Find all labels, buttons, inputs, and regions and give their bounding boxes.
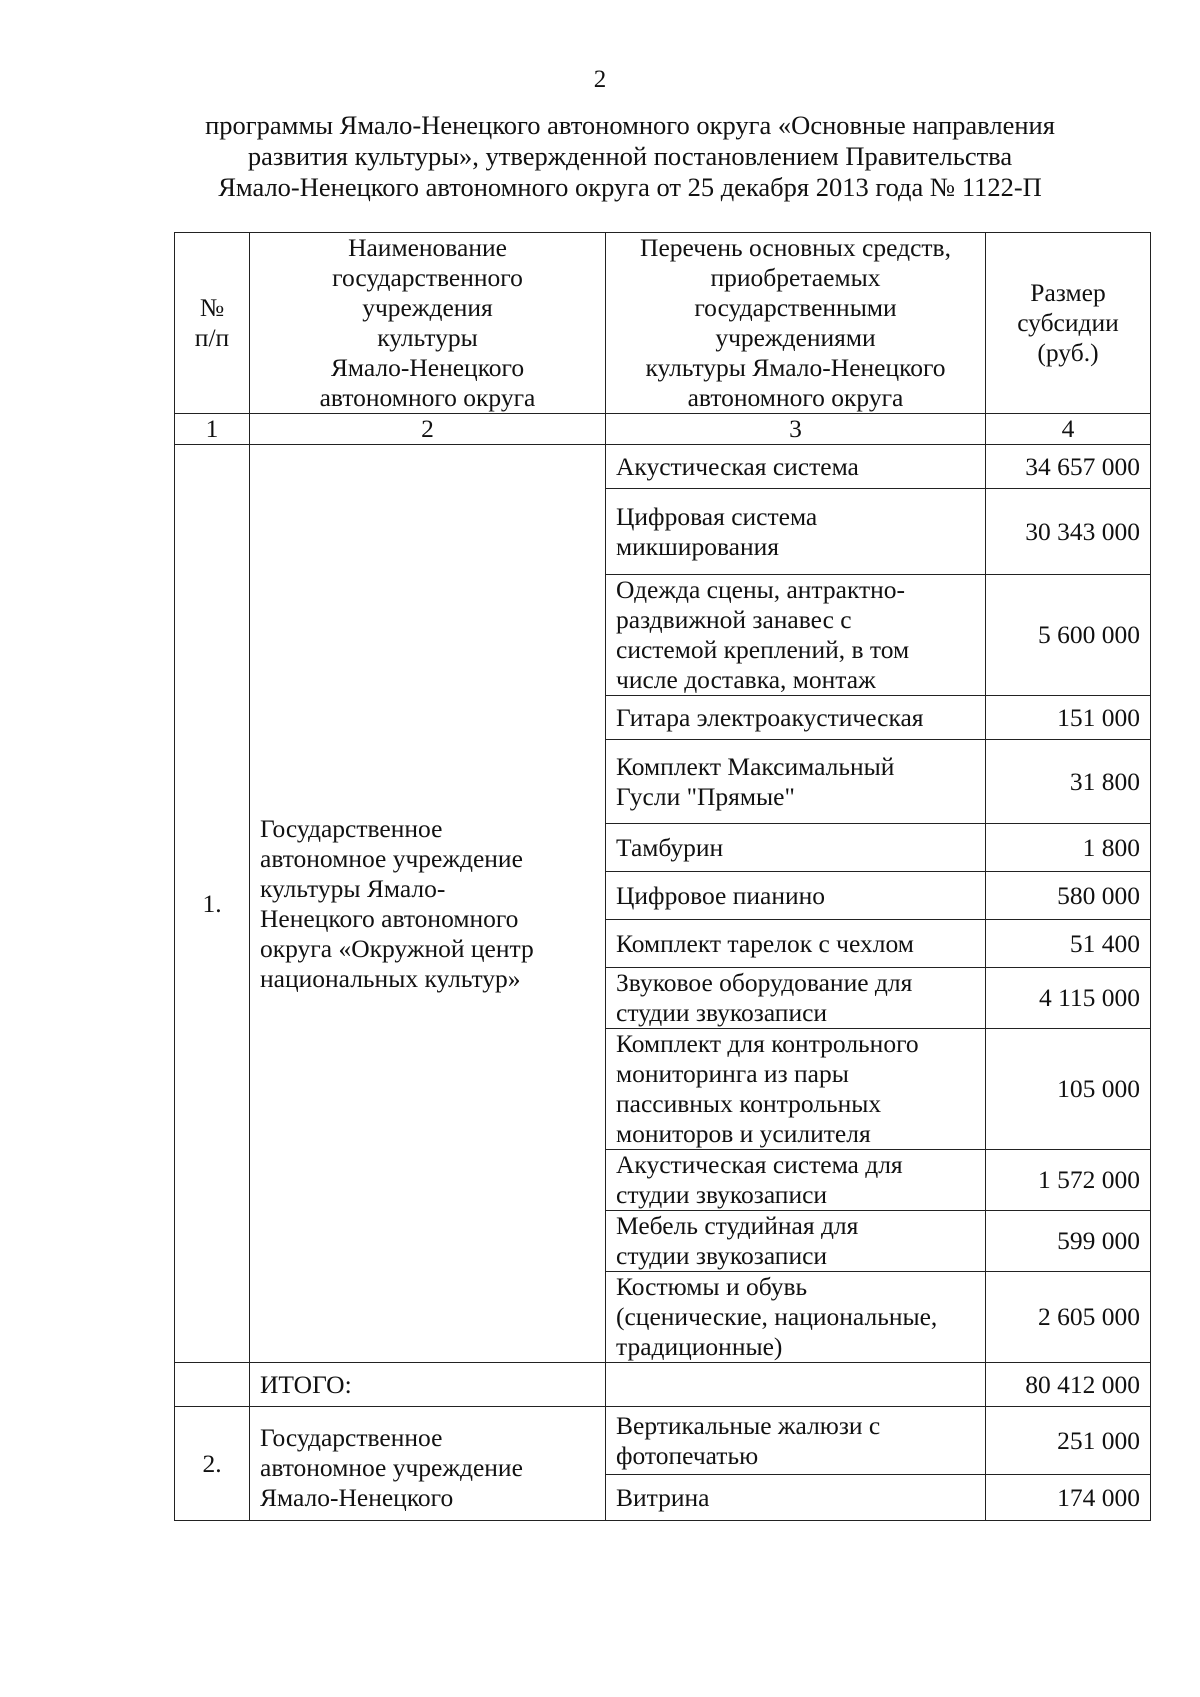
institution-name: Государственное автономное учреждение культуры Ямало- Ненецкого автономного округа «Окружной центр национальных культур» [250, 445, 606, 1363]
asset-name: Акустическая система для студии звукозаписи [606, 1150, 986, 1211]
subsidy-amount: 174 000 [986, 1475, 1151, 1521]
asset-name: Витрина [606, 1475, 986, 1521]
subsidy-amount: 1 572 000 [986, 1150, 1151, 1211]
subsidy-amount: 2 605 000 [986, 1272, 1151, 1363]
subsidy-amount: 151 000 [986, 696, 1151, 740]
index-cell: 2 [250, 414, 606, 445]
group-number: 1. [175, 445, 250, 1363]
page-number: 2 [593, 66, 607, 93]
subsidy-amount: 31 800 [986, 740, 1151, 824]
intro-line: развития культуры», утвержденной постановлением Правительства [247, 141, 1013, 171]
subsidy-amount: 1 800 [986, 824, 1151, 872]
asset-name: Одежда сцены, антрактно- раздвижной занавес с системой креплений, в том числе доставка, монтаж [606, 575, 986, 696]
asset-name: Тамбурин [606, 824, 986, 872]
subsidy-amount: 105 000 [986, 1029, 1151, 1150]
empty-cell [606, 1363, 986, 1407]
index-row [175, 414, 1151, 445]
total-amount: 80 412 000 [986, 1363, 1151, 1407]
header-row [175, 233, 1151, 414]
intro-line: Ямало-Ненецкого автономного округа от 25 декабря 2013 года № 1122-П [218, 172, 1042, 202]
asset-name: Цифровая система микширования [606, 489, 986, 575]
subsidy-amount: 599 000 [986, 1211, 1151, 1272]
subsidy-amount: 51 400 [986, 920, 1151, 968]
subsidy-amount: 34 657 000 [986, 445, 1151, 489]
subsidy-amount: 4 115 000 [986, 968, 1151, 1029]
asset-name: Вертикальные жалюзи с фотопечатью [606, 1407, 986, 1475]
header-number: № п/п [175, 233, 250, 414]
subsidy-amount: 30 343 000 [986, 489, 1151, 575]
index-cell: 1 [175, 414, 250, 445]
group-number: 2. [175, 1407, 250, 1521]
asset-name: Комплект тарелок с чехлом [606, 920, 986, 968]
subsidy-amount: 580 000 [986, 872, 1151, 920]
index-cell: 4 [986, 414, 1151, 445]
asset-name: Цифровое пианино [606, 872, 986, 920]
table-row [175, 445, 1151, 489]
asset-name: Гитара электроакустическая [606, 696, 986, 740]
asset-name: Комплект для контрольного мониторинга из пары пассивных контрольных мониторов и усилителя [606, 1029, 986, 1150]
intro-line: программы Ямало-Ненецкого автономного округа «Основные направления [205, 110, 1055, 140]
empty-cell [175, 1363, 250, 1407]
header-institution: Наименование государственного учреждения культуры Ямало-Ненецкого автономного округа [250, 233, 606, 414]
asset-name: Костюмы и обувь (сценические, национальные, традиционные) [606, 1272, 986, 1363]
asset-name: Комплект Максимальный Гусли "Прямые" [606, 740, 986, 824]
total-label: ИТОГО: [250, 1363, 606, 1407]
subsidy-amount: 5 600 000 [986, 575, 1151, 696]
document-intro [150, 110, 1110, 203]
index-cell: 3 [606, 414, 986, 445]
total-row [175, 1363, 1151, 1407]
header-subsidy: Размер субсидии (руб.) [986, 233, 1151, 414]
header-assets: Перечень основных средств, приобретаемых государственными учреждениями культуры Ямало-Ненецкого автономного округа [606, 233, 986, 414]
table-row [175, 1407, 1151, 1475]
asset-name: Мебель студийная для студии звукозаписи [606, 1211, 986, 1272]
subsidy-amount: 251 000 [986, 1407, 1151, 1475]
asset-name: Акустическая система [606, 445, 986, 489]
asset-name: Звуковое оборудование для студии звукозаписи [606, 968, 986, 1029]
institution-name: Государственное автономное учреждение Ямало-Ненецкого [250, 1407, 606, 1521]
subsidy-table [174, 232, 1151, 1521]
